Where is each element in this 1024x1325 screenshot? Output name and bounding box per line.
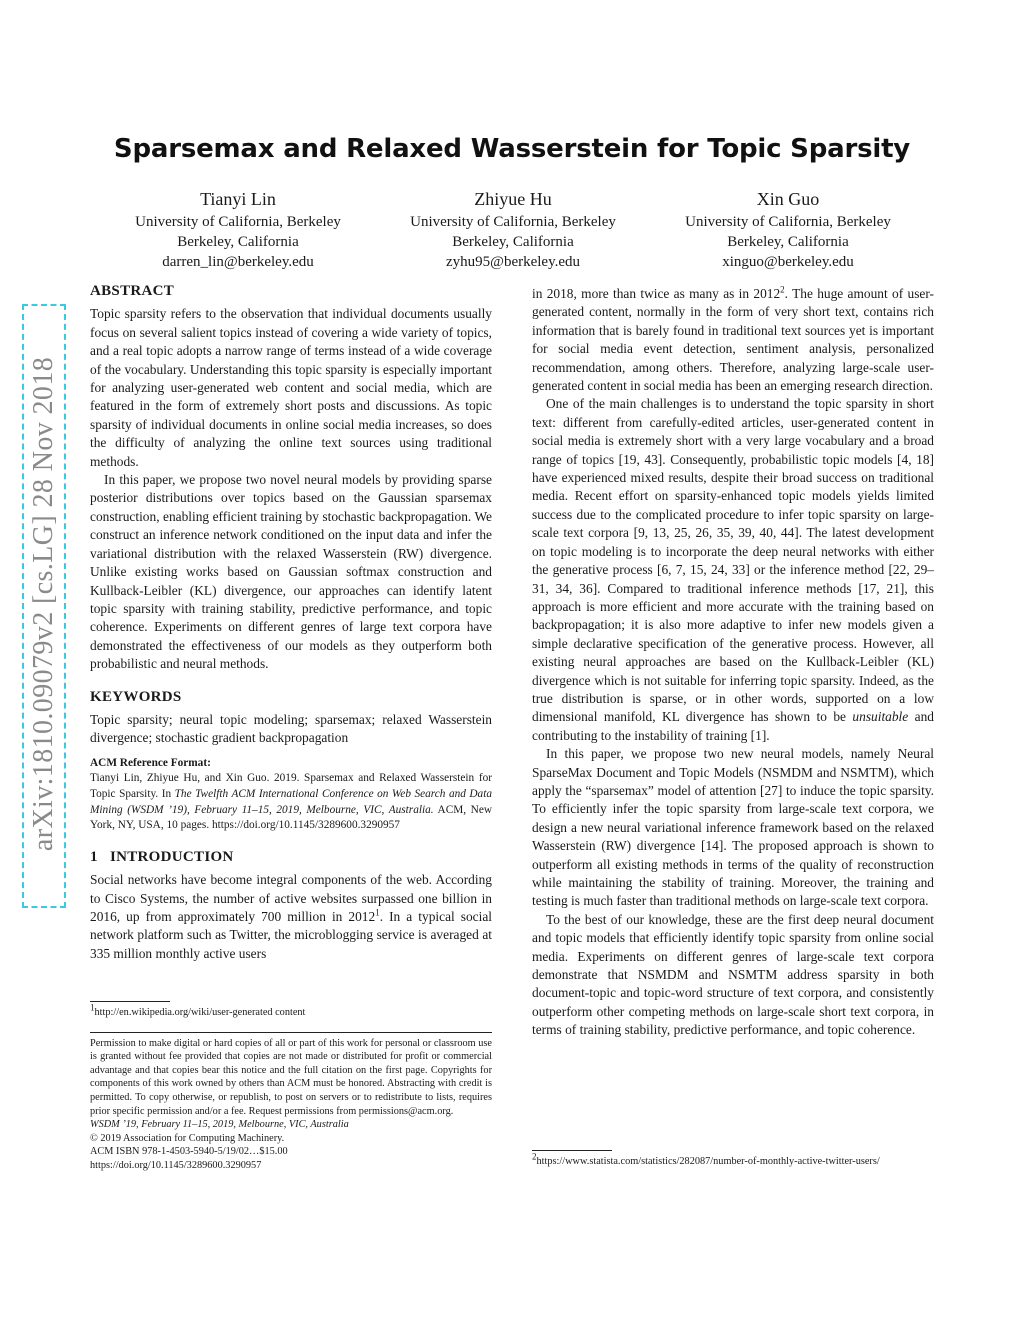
right-paragraph-2: One of the main challenges is to understand the topic sparsity in short text: different from carefully-edited articles, user-generated content in social media is extremely short with a very large vocabulary and a broad range of topics [19, 43]. Consequently, probabilistic topic models [4, 18] have experienced mixed results, despite their broad success on traditional media. Recent effort on sparsity-enhanced topic models yields limited success due to the complicated procedure to infer topic sparsity on large-scale text corpora [9, 13, 25, 26, 35, 39, 40, 44]. The latest development on topic modeling is to incorporate the deep neural networks with either the generative process [6, 7, 15, 24, 33] or the inference method [22, 29–31, 34, 36]. Compared to traditional inference methods [17, 21], this approach is more efficient and more accurate with the training based on backpropagation; it is also more adaptive to infer new models given a simple declarative specification of the generative process. However, all existing neural approaches are based on the Kullback-Leibler (KL) divergence which is not suitable for inferring topic sparsity. Indeed, as the true distribution is sparse, or in other words, supported on a low dimensional manifold, KL divergence has shown to be unsuitable and contributing to the instability of training [1]. [532, 396, 934, 743]
introduction-paragraph-1: Social networks have become integral components of the web. According to Cisco Systems, the number of active websites surpassed one billion in 2016, up from approximately 700 million in 2012$^1$. In a typical social network platform such as Twitter, the microblogging service is averaged at 335 million monthly active users [90, 872, 493, 961]
right-paragraph-3: In this paper, we propose two new neural models, namely Neural SparseMax Document and Topic Models (NSMDM and NSMTM), which apply the “sparsemax” model of attention [27] to induce the topic sparsity. To efficiently infer the topic sparsity from large-scale text corpora, we design a new neural variational inference framework based on the relaxed Wasserstein (RW) divergence [14]. The proposed approach is shown to outperform all existing methods in terms of the quality of reconstruction while maintaining the stability of training. Moreover, the training and testing is much faster than traditional methods on large-scale text corpora. [532, 746, 934, 909]
author-affiliation: University of California, Berkeley [685, 214, 891, 230]
arxiv-identifier[interactable]: arXiv:1810.09079v2 [cs.LG] 28 Nov 2018 [28, 356, 59, 852]
keywords-text: Topic sparsity; neural topic modeling; sparsemax; relaxed Wasserstein divergence; stochastic gradient backpropagation [90, 711, 492, 746]
abstract-paragraph-2: In this paper, we propose two novel neural models by providing sparse posterior distributions over topics based on the Gaussian sparsemax construction, enabling efficient training by stochastic backpropagation. We construct an inference network conditioned on the input data and infer the variational distribution with the relaxed Wasserstein (RW) divergence. Unlike existing works based on Gaussian softmax construction and Kullback-Leibler (KL) divergence, our approaches can identify latent topic sparsity with training stability, predictive performance, and topic coherence. Experiments on different genres of large text corpora have demonstrated the effectiveness of our models as they outperform both probabilistic and neural methods. [90, 472, 492, 672]
author-email[interactable]: darren_lin@berkeley.edu [162, 254, 314, 270]
right-paragraph-1: in 2018, more than twice as many as in 2012$^2$. The huge amount of user-generated content, normally in the form of very short text, contains rich information that is barely found in traditional text sources yet is important for social media event detection, sentiment analysis, personalized recommendation, among others. Therefore, analyzing large-scale user-generated content in social media has been an emerging research direction. [532, 284, 934, 394]
right-column [532, 285, 934, 1040]
footnote-rule [532, 1150, 612, 1151]
author-location: Berkeley, California [452, 234, 574, 250]
abstract-heading: ABSTRACT [90, 283, 175, 299]
author-affiliation: University of California, Berkeley [410, 214, 616, 230]
author-email[interactable]: xinguo@berkeley.edu [722, 254, 854, 270]
author-name: Zhiyue Hu [474, 189, 552, 209]
footnote-1: $^1$http://en.wikipedia.org/wiki/user-generated content [90, 1002, 306, 1018]
acm-reference-label: ACM Reference Format: [90, 756, 211, 769]
abstract-paragraph-1: Topic sparsity refers to the observation that individual documents usually focus on several salient topics instead of covering a wide variety of topics, and a real topic adopts a narrow range of terms instead of a wide coverage of the vocabulary. Understanding this topic sparsity is especially important for analyzing user-generated web content and social media, which are featured in the form of extremely short posts and discussions. As topic sparsity of individual documents in online social media increases, so does the difficulty of analyzing the online text sources using traditional methods. [90, 306, 492, 469]
author-block-2 [363, 187, 663, 272]
footnote-2: $^2$https://www.statista.com/statistics/282087/number-of-monthly-active-twitter-users/ [532, 1151, 880, 1167]
doi-line[interactable]: https://doi.org/10.1145/3289600.3290957 [90, 1159, 262, 1171]
footnote-rule [90, 1001, 170, 1002]
footnote-1-url[interactable]: http://en.wikipedia.org/wiki/user-generated content [94, 1007, 306, 1018]
footnote-ref-2[interactable]: 2 [780, 284, 785, 295]
acm-reference-doi[interactable]: ACM, New York, NY, USA, 10 pages. https://doi.org/10.1145/3289600.3290957 [90, 803, 492, 832]
permission-notice: Permission to make digital or hard copies of all or part of this work for personal or classroom use is granted without fee provided that copies are not made or distributed for profit or commercial advantage and that copies bear this notice and the full citation on the first page. Copyrights for components of this work owned by others than ACM must be honored. Abstracting with credit is permitted. To copy otherwise, or republish, to post on servers or to redistribute to lists, requires prior specific permission and/or a fee. Request permissions from permissions@acm.org. [90, 1037, 492, 1117]
keywords-heading: KEYWORDS [90, 688, 182, 705]
permission-rule [90, 1032, 492, 1033]
isbn-line: ACM ISBN 978-1-4503-5940-5/19/02…$15.00 [90, 1146, 288, 1158]
conference-line: WSDM ’19, February 11–15, 2019, Melbourne, VIC, Australia [90, 1119, 349, 1131]
copyright-line: © 2019 Association for Computing Machinery. [90, 1132, 285, 1144]
introduction-heading: 1 INTRODUCTION [90, 848, 234, 865]
left-column [90, 282, 492, 963]
author-location: Berkeley, California [177, 234, 299, 250]
acm-reference-authors: Tianyi Lin, Zhiyue Hu, and Xin Guo. 2019. Sparsemax and Relaxed Wasserstein for Topic Sparsity. In [90, 772, 492, 800]
author-name: Xin Guo [756, 189, 820, 209]
author-affiliation: University of California, Berkeley [135, 214, 341, 230]
right-footer [532, 1150, 934, 1169]
author-block-3 [638, 187, 938, 272]
footnote-ref-1[interactable]: 1 [375, 907, 380, 918]
author-block-1 [88, 187, 388, 272]
author-email[interactable]: zyhu95@berkeley.edu [445, 254, 581, 270]
author-location: Berkeley, California [727, 234, 849, 250]
paper-title: Sparsemax and Relaxed Wasserstein for Topic Sparsity [113, 134, 911, 164]
left-footer [90, 1001, 492, 1173]
right-paragraph-4: To the best of our knowledge, these are the first deep neural document and topic models that efficiently identify topic sparsity from online social media. Experiments on different genres of large-scale text corpora demonstrate that NSMDM and NSMTM address sparsity in both document-topic and topic-word structure of text corpora, and consistently outperform other competing methods on large-scale short text corpora, in terms of training stability, predictive performance, and topic coherence. [532, 911, 934, 1038]
author-name: Tianyi Lin [200, 189, 276, 209]
footnote-2-url[interactable]: https://www.statista.com/statistics/282087/number-of-monthly-active-twitter-users/ [536, 1156, 880, 1167]
acm-reference-venue: The Twelfth ACM International Conference on Web Search and Data Mining (WSDM ’19), February 11–15, 2019, Melbourne, VIC, Australia. [90, 787, 492, 816]
acm-reference [90, 756, 492, 834]
